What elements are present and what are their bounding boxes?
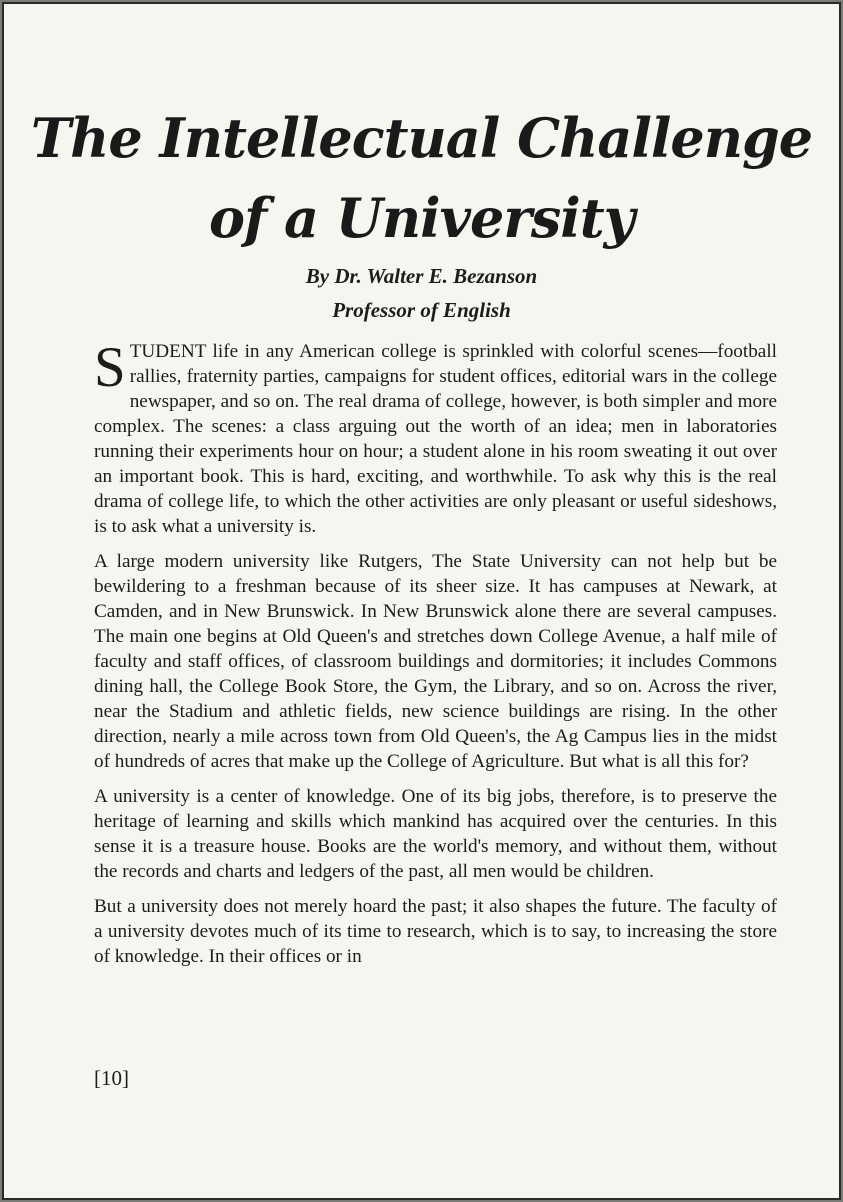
document-page — [2, 2, 841, 1200]
paragraph-1-text: TUDENT life in any American college is sprinkled with colorful scenes—football rallies, fraternity parties, campaigns for student offices, editorial wars in the college newspaper, and so on. The real drama of college, however, is both simpler and more complex. The scenes: a class arguing out the worth of an idea; men in laboratories running their experiments hour on hour; a student alone in his room sweating it out over an important book. This is hard, exciting, and worthwhile. To ask why this is the real drama of college life, to which the other activities are only pleasant or useful sideshows, is to ask what a university is. — [94, 341, 777, 537]
author-title: Professor of English — [332, 298, 511, 322]
author-byline: By Dr. Walter E. Bezanson — [305, 264, 538, 288]
paragraph-2: A large modern university like Rutgers, The State University can not help but be bewildering to a freshman because of its sheer size. It has campuses at Newark, at Camden, and in New Brunswick. In New Brunswick alone there are several campuses. The main one begins at Old Queen's and stretches down College Avenue, a half mile of faculty and staff offices, of classroom buildings and dormitories; it includes Commons dining hall, the College Book Store, the Gym, the Library, and so on. Across the river, near the Stadium and athletic fields, new science buildings are rising. In the other direction, nearly a mile across town from Old Queen's, the Ag Campus lies in the midst of hundreds of acres that make up the College of Agriculture. But what is all this for? — [94, 551, 777, 772]
paragraph-1 — [94, 336, 777, 539]
page-number: [10] — [94, 1066, 129, 1090]
paragraph-4: But a university does not merely hoard the past; it also shapes the future. The faculty of a university devotes much of its time to research, which is to say, to increasing the store of knowledge. In their offices or in — [94, 896, 777, 967]
article-body — [94, 336, 777, 979]
drop-cap: S — [94, 336, 126, 399]
paragraph-3: A university is a center of knowledge. One of its big jobs, therefore, is to preserve the heritage of learning and skills which mankind has acquired over the centuries. In this sense it is a treasure house. Books are the world's memory, and without them, without the records and charts and ledgers of the past, all men would be children. — [94, 786, 777, 882]
article-title-line-2: of a University — [208, 186, 635, 250]
article-title-line-1: The Intellectual Challenge — [30, 106, 813, 170]
